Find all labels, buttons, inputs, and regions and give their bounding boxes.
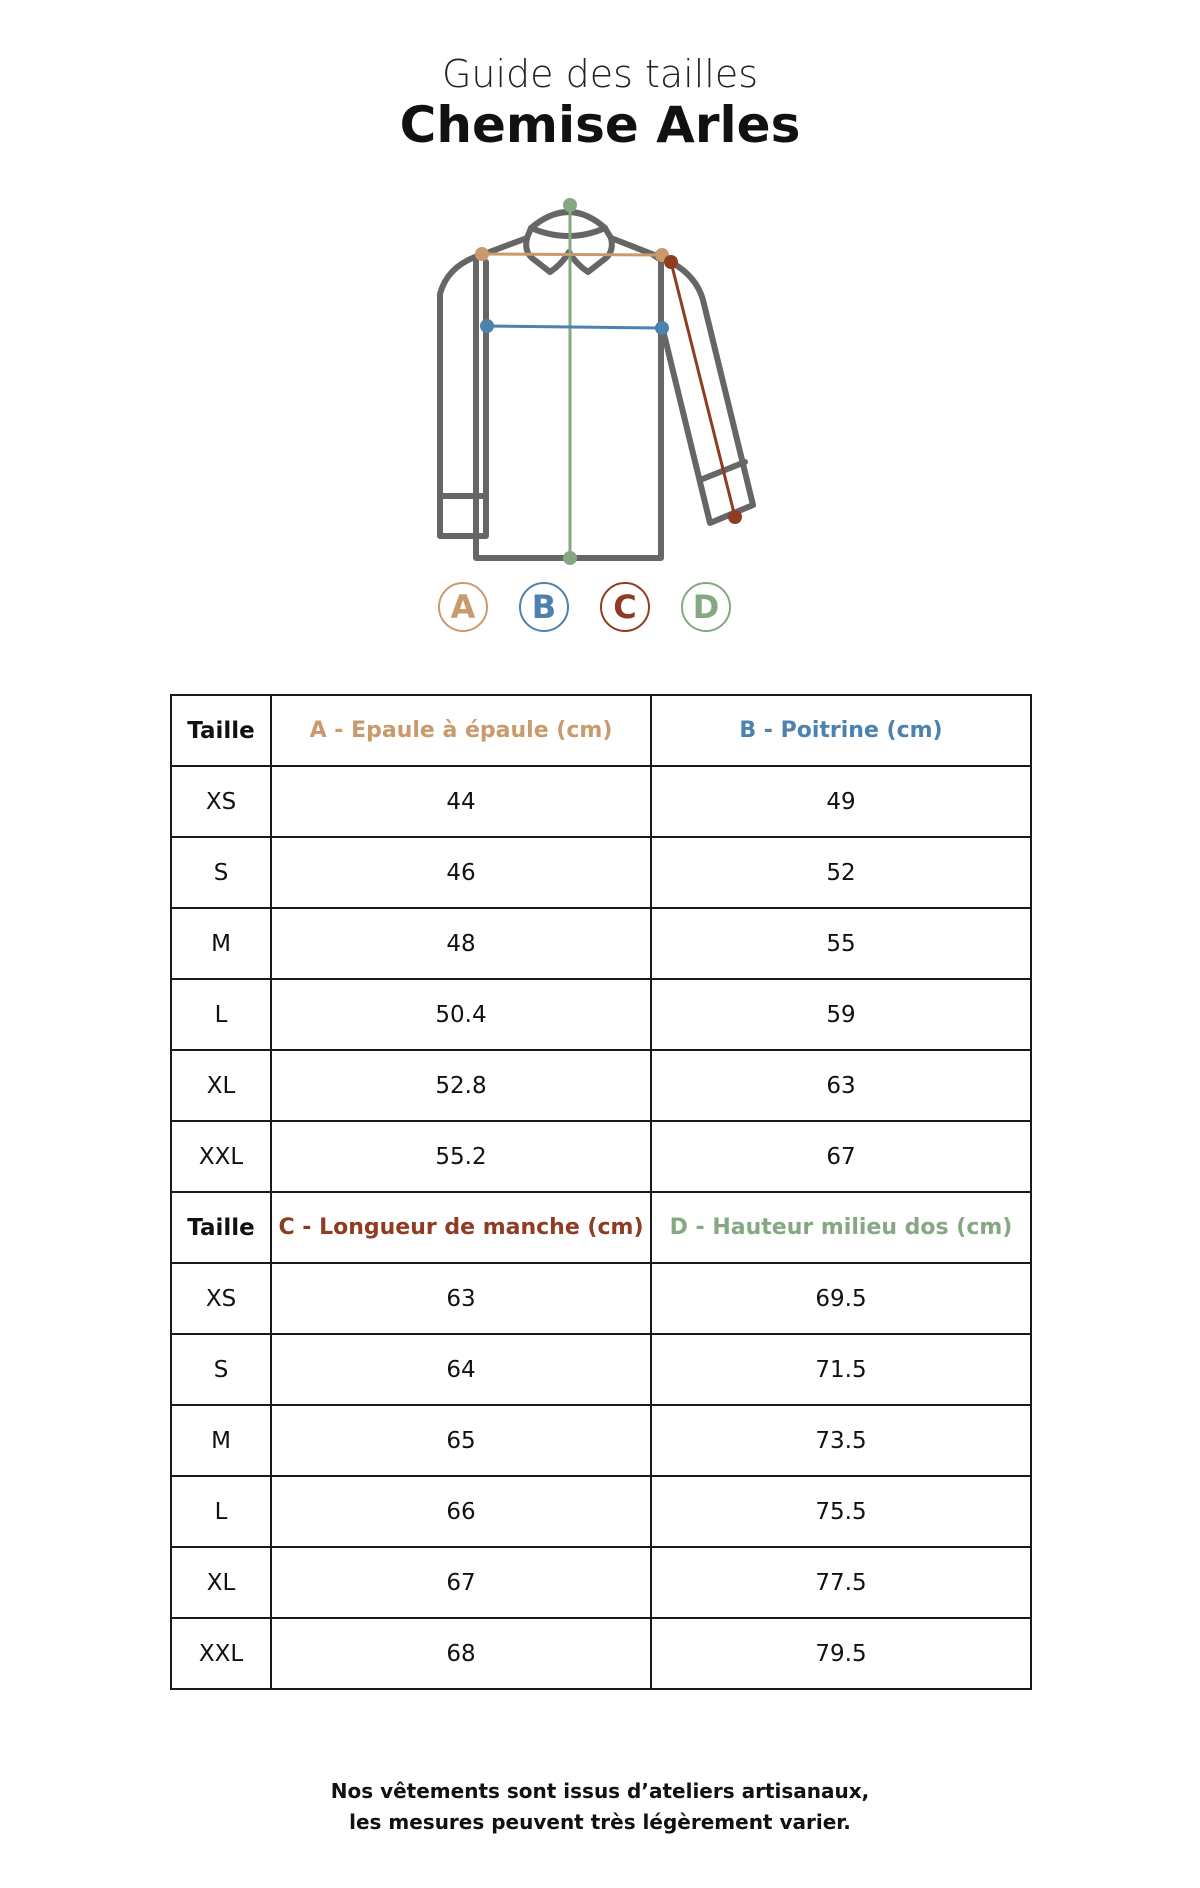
sleeve-cell: 67 [271, 1547, 651, 1618]
back-length-cell: 69.5 [651, 1263, 1031, 1334]
shoulder-cell: 46 [271, 837, 651, 908]
sleeve-cell: 63 [271, 1263, 651, 1334]
table-row [171, 837, 1031, 908]
measure-a-line [482, 254, 662, 255]
legend-d: D [681, 582, 731, 632]
back-length-cell: 73.5 [651, 1405, 1031, 1476]
measure-a-start [475, 247, 489, 261]
header-size: Taille [171, 1192, 271, 1263]
sleeve-cell: 64 [271, 1334, 651, 1405]
table-row [171, 1547, 1031, 1618]
size-cell: S [171, 837, 271, 908]
size-cell: S [171, 1334, 271, 1405]
measure-b-end [655, 321, 669, 335]
measure-c-end [728, 510, 742, 524]
table-row [171, 979, 1031, 1050]
footnote-line-1: Nos vêtements sont issus d’ateliers artisanaux, [330, 1779, 870, 1803]
back-length-cell: 75.5 [651, 1476, 1031, 1547]
measure-b-line [487, 326, 662, 328]
shoulder-cell: 48 [271, 908, 651, 979]
measure-b-start [480, 319, 494, 333]
table-row [171, 1405, 1031, 1476]
size-cell: XL [171, 1050, 271, 1121]
table-row [171, 1618, 1031, 1689]
table-row [171, 766, 1031, 837]
chest-cell: 59 [651, 979, 1031, 1050]
size-cell: XXL [171, 1618, 271, 1689]
legend-a: A [438, 582, 488, 632]
sleeve-cell: 66 [271, 1476, 651, 1547]
footnote [0, 1776, 1200, 1838]
sleeve-cell: 68 [271, 1618, 651, 1689]
size-cell: L [171, 979, 271, 1050]
header-shoulder: A - Epaule à épaule (cm) [271, 695, 651, 766]
legend-b: B [519, 582, 569, 632]
shirt-measurement-diagram [0, 190, 1200, 570]
shoulder-cell: 50.4 [271, 979, 651, 1050]
table-header-row [171, 1192, 1031, 1263]
sleeve-cell: 65 [271, 1405, 651, 1476]
footnote-line-2: les mesures peuvent très légèrement varier. [349, 1810, 851, 1834]
back-length-cell: 79.5 [651, 1618, 1031, 1689]
page-subtitle: Guide des tailles [441, 52, 759, 96]
legend-c: C [600, 582, 650, 632]
measure-d-start [563, 198, 577, 212]
chest-cell: 49 [651, 766, 1031, 837]
shoulder-cell: 44 [271, 766, 651, 837]
table-row [171, 1334, 1031, 1405]
table-row [171, 1263, 1031, 1334]
table-row [171, 908, 1031, 979]
header-sleeve: C - Longueur de manche (cm) [271, 1192, 651, 1263]
measure-d-end [563, 551, 577, 565]
size-cell: XS [171, 1263, 271, 1334]
shoulder-cell: 55.2 [271, 1121, 651, 1192]
header-chest: B - Poitrine (cm) [651, 695, 1031, 766]
chest-cell: 55 [651, 908, 1031, 979]
chest-cell: 52 [651, 837, 1031, 908]
size-cell: M [171, 1405, 271, 1476]
header-size: Taille [171, 695, 271, 766]
table-row [171, 1476, 1031, 1547]
header-back-length: D - Hauteur milieu dos (cm) [651, 1192, 1031, 1263]
measure-c-start [664, 255, 678, 269]
size-cell: XL [171, 1547, 271, 1618]
size-cell: M [171, 908, 271, 979]
page-title: Chemise Arles [399, 96, 801, 154]
chest-cell: 63 [651, 1050, 1031, 1121]
size-cell: L [171, 1476, 271, 1547]
table-row [171, 1050, 1031, 1121]
back-length-cell: 77.5 [651, 1547, 1031, 1618]
chest-cell: 67 [651, 1121, 1031, 1192]
table-header-row [171, 695, 1031, 766]
size-cell: XS [171, 766, 271, 837]
table-row [171, 1121, 1031, 1192]
size-table [170, 694, 1032, 1690]
shoulder-cell: 52.8 [271, 1050, 651, 1121]
measurement-legend [438, 582, 738, 636]
size-cell: XXL [171, 1121, 271, 1192]
back-length-cell: 71.5 [651, 1334, 1031, 1405]
